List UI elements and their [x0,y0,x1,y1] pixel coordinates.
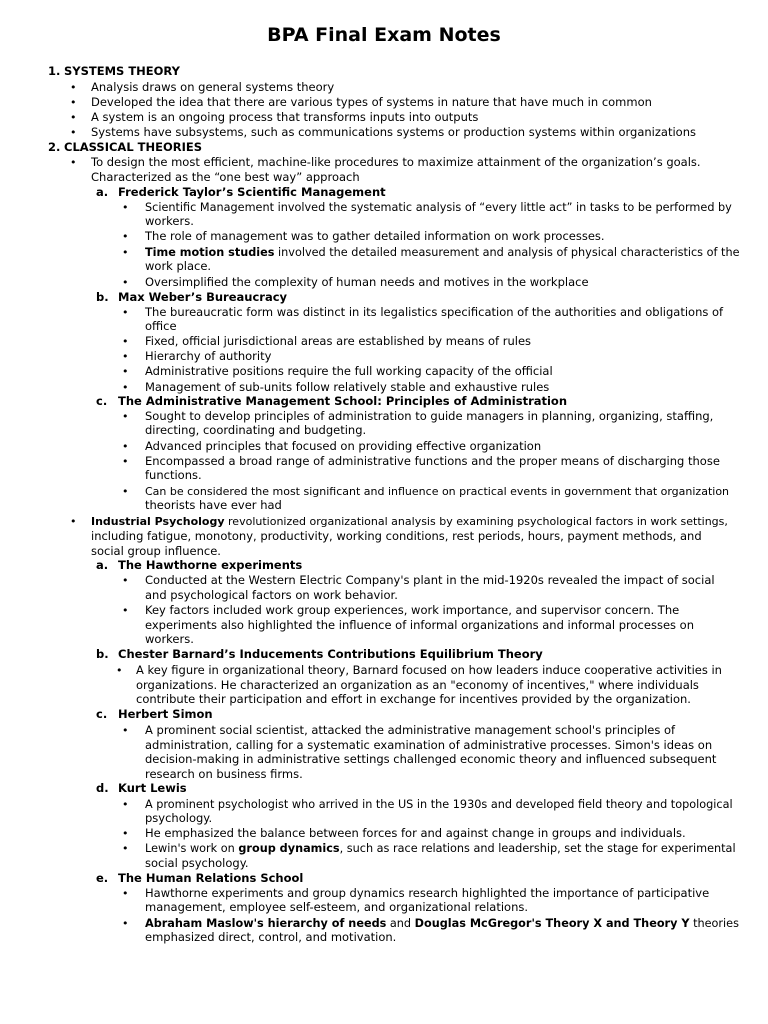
bold-term: Time motion studies [145,246,275,259]
bullet-icon: • [122,350,129,363]
list-item-line: Scientific Management involved the systematic analysis of “every little act” in tasks to be performed by [145,201,732,214]
list-item-line: functions. [145,468,202,482]
bullet-icon: • [122,917,129,930]
list-item-text: involved the detailed measurement and analysis of physical characteristics of the [274,246,740,259]
bullet-icon: • [122,574,129,587]
bold-term: Abraham Maslow's hierarchy of needs [145,917,387,930]
list-item-line: experiments also highlighted the influence of informal organizations and informal processes on [145,618,694,632]
bullet-icon: • [122,724,129,737]
list-item-line: A key figure in organizational theory, Barnard focused on how leaders induce cooperative activities in [136,663,722,677]
list-item-line: research on business firms. [145,767,303,781]
bullet-icon: • [70,126,77,139]
bullet-icon: • [122,604,129,617]
section-number: 2. [48,140,61,154]
list-item-line: Administrative positions require the full working capacity of the official [145,364,553,378]
subsection-letter: a. [96,185,109,199]
bullet-icon: • [122,827,129,840]
list-item-line: work place. [145,259,212,273]
list-item-line: Sought to develop principles of administration to guide managers in planning, organizing, staffing, [145,409,714,423]
bullet-icon: • [70,156,77,169]
list-item-text: theories [689,917,739,930]
list-item-line: and psychological factors on work behavior. [145,588,398,602]
bold-term: Douglas McGregor's Theory X and Theory Y [414,917,690,930]
page-title: BPA Final Exam Notes [267,24,501,46]
list-item-line: contribute their participation and effort in exchange for incentives provided by the organization. [136,692,691,706]
subsection-heading: Kurt Lewis [118,781,187,795]
bold-term: Industrial Psychology [91,515,225,528]
bullet-icon: • [122,842,129,855]
list-item-line: workers. [145,632,194,646]
bullet-icon: • [70,96,77,109]
list-item: Analysis draws on general systems theory [91,80,335,94]
section-heading: SYSTEMS THEORY [64,64,180,78]
list-item-line: directing, coordinating and budgeting. [145,423,367,437]
list-item-line: psychology. [145,811,213,825]
list-item-text: revolutionized organizational analysis by examining psychological factors in work settings, [224,515,728,528]
subsection-letter: b. [96,290,109,304]
bullet-icon: • [122,276,129,289]
bullet-icon: • [122,381,129,394]
subsection-heading: Chester Barnard’s Inducements Contributions Equilibrium Theory [118,647,543,661]
list-item-line: Conducted at the Western Electric Company's plant in the mid-1920s revealed the impact of social [145,573,715,587]
subsection-heading: Herbert Simon [118,707,213,721]
list-item-line: A prominent psychologist who arrived in the US in the 1930s and developed field theory and topological [145,798,733,811]
list-item-line: administration, calling for a systematic examination of administrative processes. Simon's ideas on [145,738,713,752]
list-item-line: management, employee self-esteem, and organizational relations. [145,900,528,914]
list-item-line [145,841,736,856]
list-item: Developed the idea that there are various types of systems in nature that have much in common [91,95,652,109]
subsection-letter: c. [96,394,108,408]
bullet-icon: • [122,485,129,498]
list-item-line: Advanced principles that focused on providing effective organization [145,439,542,453]
list-item-line: organizations. He characterized an organization as an "economy of incentives," where individuals [136,678,699,692]
bullet-icon: • [122,440,129,453]
list-item-line [91,514,728,529]
bullet-icon: • [122,306,129,319]
list-item: A system is an ongoing process that transforms inputs into outputs [91,110,479,124]
list-item-line: including fatigue, monotony, productivity, working conditions, rest periods, hours, payment methods, and [91,529,702,543]
list-item: Systems have subsystems, such as communications systems or production systems within organizations [91,125,696,139]
list-item-line: The bureaucratic form was distinct in its legalistics specification of the authorities and obligations of [145,305,724,319]
bullet-icon: • [70,111,77,124]
bullet-icon: • [122,887,129,900]
bullet-icon: • [122,410,129,423]
list-item-line: social psychology. [145,856,249,870]
bullet-icon: • [116,664,123,677]
list-item-line: emphasized direct, control, and motivation. [145,930,397,944]
list-item-line: social group influence. [91,544,221,558]
list-item-text: Lewin's work on [145,842,239,855]
list-item-line: To design the most efficient, machine-like procedures to maximize attainment of the organization’s goals. [91,155,701,169]
list-item-line: Characterized as the “one best way” approach [91,170,360,184]
bullet-icon: • [122,455,129,468]
bullet-icon: • [122,246,129,259]
subsection-letter: b. [96,647,109,661]
bold-term: group dynamics [238,842,340,855]
subsection-heading: Frederick Taylor’s Scientific Management [118,185,386,199]
list-item-line: workers. [145,214,194,228]
list-item-text: and [386,917,415,930]
list-item-line: Fixed, official jurisdictional areas are established by means of rules [145,334,532,348]
list-item-line: decision-making in administrative settings challenged economic theory and influenced subsequent [145,752,717,766]
list-item-line: theorists have ever had [145,498,282,512]
list-item-line: A prominent social scientist, attacked the administrative management school's principles of [145,723,676,737]
list-item-text: , such as race relations and leadership, set the stage for experimental [339,842,736,855]
list-item-line: Can be considered the most significant and influence on practical events in government that organization [145,485,730,498]
list-item-line: Hawthorne experiments and group dynamics research highlighted the importance of participative [145,886,710,900]
list-item-line: Key factors included work group experiences, work importance, and supervisor concern. The [145,603,680,617]
section-number: 1. [48,64,61,78]
list-item-line: Oversimplified the complexity of human needs and motives in the workplace [145,275,589,289]
bullet-icon: • [122,798,129,811]
list-item-line: He emphasized the balance between forces for and against change in groups and individuals. [145,826,686,840]
subsection-letter: e. [96,871,109,885]
subsection-letter: c. [96,707,108,721]
section-heading: CLASSICAL THEORIES [64,140,203,154]
subsection-heading: The Administrative Management School: Principles of Administration [118,394,568,408]
subsection-heading: The Human Relations School [118,871,304,885]
list-item-line: Hierarchy of authority [145,349,272,363]
subsection-heading: The Hawthorne experiments [118,558,303,572]
subsection-letter: a. [96,558,109,572]
bullet-icon: • [122,230,129,243]
bullet-icon: • [122,201,129,214]
bullet-icon: • [122,365,129,378]
list-item-line [145,916,739,931]
list-item-line: The role of management was to gather detailed information on work processes. [145,229,605,243]
list-item-line: Encompassed a broad range of administrative functions and the proper means of discharging those [145,454,720,468]
list-item-line: Management of sub-units follow relatively stable and exhaustive rules [145,380,550,394]
bullet-icon: • [70,81,77,94]
subsection-letter: d. [96,781,109,795]
bullet-icon: • [122,335,129,348]
bullet-icon: • [70,515,77,528]
subsection-heading: Max Weber’s Bureaucracy [118,290,288,304]
list-item-line [145,245,740,260]
list-item-line: office [145,319,177,333]
